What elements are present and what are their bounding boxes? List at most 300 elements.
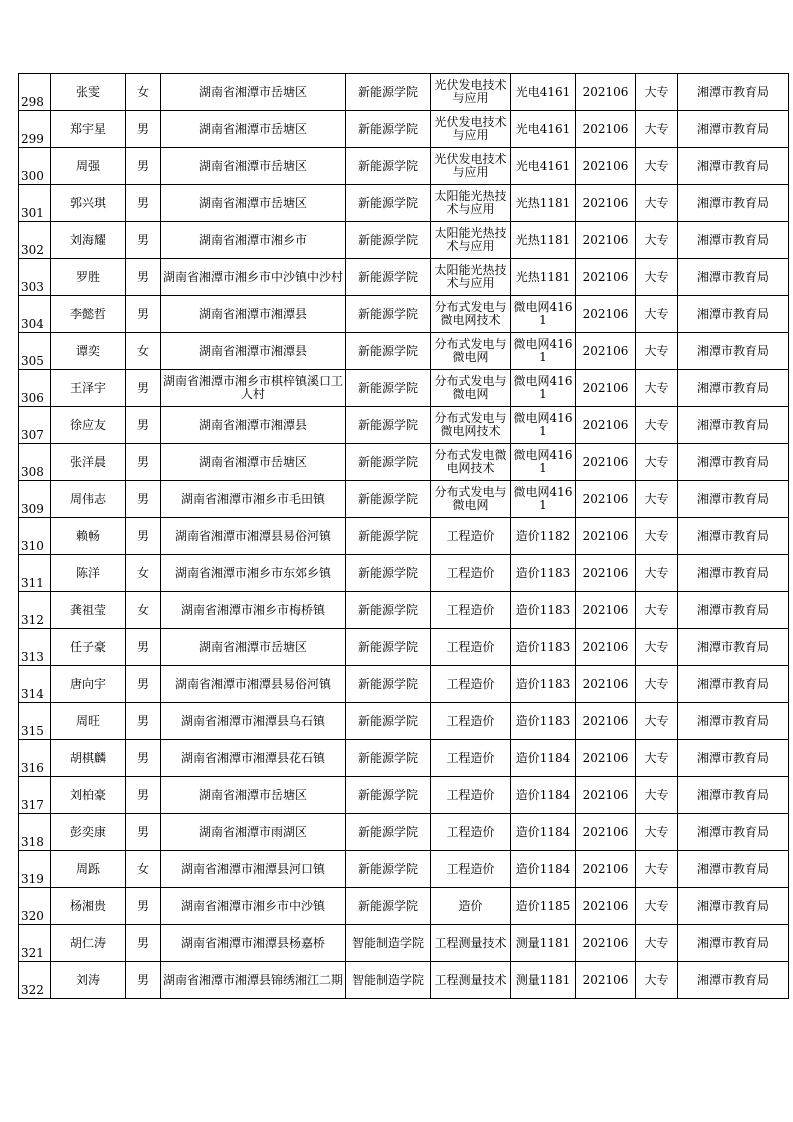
class-text: 测量1181 <box>515 935 571 950</box>
address-cell <box>161 888 346 925</box>
table-row <box>19 481 789 518</box>
unit-cell: 湘潭市教育局 <box>678 148 789 185</box>
gender-cell: 男 <box>126 629 161 666</box>
class-text: 微电网4161 <box>513 485 573 512</box>
table-row <box>19 111 789 148</box>
major-cell <box>431 296 511 333</box>
row-number-cell: 303 <box>19 259 51 296</box>
class-text: 微电网4161 <box>513 411 573 438</box>
class-text: 光电4161 <box>515 158 571 173</box>
row-number-cell: 319 <box>19 851 51 888</box>
name-cell: 龚祖莹 <box>51 592 126 629</box>
name-cell: 任子豪 <box>51 629 126 666</box>
college-cell: 新能源学院 <box>346 222 431 259</box>
major-cell <box>431 333 511 370</box>
major-text: 光伏发电技术与应用 <box>434 78 507 105</box>
unit-cell: 湘潭市教育局 <box>678 74 789 111</box>
address-cell <box>161 592 346 629</box>
row-number-cell: 315 <box>19 703 51 740</box>
gender-cell: 男 <box>126 444 161 481</box>
address-cell <box>161 370 346 407</box>
table-row <box>19 851 789 888</box>
class-text: 造价1184 <box>515 787 571 802</box>
class-text: 微电网4161 <box>513 337 573 364</box>
education-level-cell: 大专 <box>636 111 678 148</box>
education-level-cell: 大专 <box>636 148 678 185</box>
name-cell: 李懿哲 <box>51 296 126 333</box>
unit-cell: 湘潭市教育局 <box>678 518 789 555</box>
unit-cell: 湘潭市教育局 <box>678 592 789 629</box>
major-cell <box>431 666 511 703</box>
education-level-cell: 大专 <box>636 962 678 999</box>
major-text: 工程测量技术 <box>434 935 507 950</box>
unit-cell: 湘潭市教育局 <box>678 259 789 296</box>
address-cell <box>161 259 346 296</box>
unit-cell: 湘潭市教育局 <box>678 481 789 518</box>
major-text: 工程造价 <box>446 824 495 839</box>
class-cell <box>511 703 576 740</box>
unit-cell: 湘潭市教育局 <box>678 925 789 962</box>
college-cell: 新能源学院 <box>346 629 431 666</box>
gender-cell: 男 <box>126 222 161 259</box>
college-cell: 新能源学院 <box>346 592 431 629</box>
address-cell <box>161 222 346 259</box>
class-cell <box>511 222 576 259</box>
name-cell: 刘海耀 <box>51 222 126 259</box>
major-text: 工程测量技术 <box>434 972 507 987</box>
unit-cell: 湘潭市教育局 <box>678 111 789 148</box>
unit-cell: 湘潭市教育局 <box>678 962 789 999</box>
college-cell: 新能源学院 <box>346 666 431 703</box>
college-cell: 新能源学院 <box>346 555 431 592</box>
major-cell <box>431 925 511 962</box>
name-cell: 徐应友 <box>51 407 126 444</box>
unit-cell: 湘潭市教育局 <box>678 333 789 370</box>
education-level-cell: 大专 <box>636 740 678 777</box>
class-text: 造价1184 <box>515 824 571 839</box>
unit-cell: 湘潭市教育局 <box>678 814 789 851</box>
row-number-cell: 308 <box>19 444 51 481</box>
education-level-cell: 大专 <box>636 703 678 740</box>
class-text: 测量1181 <box>515 972 571 987</box>
education-level-cell: 大专 <box>636 444 678 481</box>
row-number-cell: 302 <box>19 222 51 259</box>
college-cell: 新能源学院 <box>346 148 431 185</box>
major-text: 工程造价 <box>446 676 495 691</box>
gender-cell: 男 <box>126 370 161 407</box>
row-number-cell: 312 <box>19 592 51 629</box>
unit-cell: 湘潭市教育局 <box>678 296 789 333</box>
address-cell <box>161 444 346 481</box>
row-number-cell: 299 <box>19 111 51 148</box>
address-cell <box>161 703 346 740</box>
table-body <box>19 74 789 999</box>
name-cell: 杨湘贵 <box>51 888 126 925</box>
college-cell: 新能源学院 <box>346 333 431 370</box>
gender-cell: 男 <box>126 407 161 444</box>
class-text: 造价1185 <box>515 898 571 913</box>
row-number-cell: 304 <box>19 296 51 333</box>
college-cell: 新能源学院 <box>346 259 431 296</box>
address-text: 湖南省湘潭市湘潭县 <box>198 343 307 358</box>
table-row <box>19 888 789 925</box>
graduation-date-cell: 202106 <box>576 481 636 518</box>
gender-cell: 女 <box>126 592 161 629</box>
unit-cell: 湘潭市教育局 <box>678 740 789 777</box>
education-level-cell: 大专 <box>636 259 678 296</box>
table-row <box>19 962 789 999</box>
table-row <box>19 185 789 222</box>
major-text: 工程造价 <box>446 639 495 654</box>
table-row <box>19 407 789 444</box>
address-text: 湖南省湘潭市湘乡市 <box>198 232 307 247</box>
class-cell <box>511 259 576 296</box>
major-text: 分布式发电与微电网 <box>434 337 507 364</box>
gender-cell: 男 <box>126 259 161 296</box>
graduation-date-cell: 202106 <box>576 666 636 703</box>
address-cell <box>161 814 346 851</box>
college-cell: 新能源学院 <box>346 296 431 333</box>
gender-cell: 男 <box>126 518 161 555</box>
college-cell: 新能源学院 <box>346 888 431 925</box>
graduation-date-cell: 202106 <box>576 555 636 592</box>
major-cell <box>431 74 511 111</box>
graduation-date-cell: 202106 <box>576 444 636 481</box>
gender-cell: 男 <box>126 148 161 185</box>
education-level-cell: 大专 <box>636 296 678 333</box>
major-cell <box>431 740 511 777</box>
education-level-cell: 大专 <box>636 74 678 111</box>
major-text: 太阳能光热技术与应用 <box>434 226 507 253</box>
table-row <box>19 925 789 962</box>
name-cell: 胡棋麟 <box>51 740 126 777</box>
graduation-date-cell: 202106 <box>576 222 636 259</box>
major-cell <box>431 962 511 999</box>
education-level-cell: 大专 <box>636 518 678 555</box>
major-cell <box>431 185 511 222</box>
graduation-date-cell: 202106 <box>576 740 636 777</box>
graduation-date-cell: 202106 <box>576 925 636 962</box>
college-cell: 新能源学院 <box>346 740 431 777</box>
table-row <box>19 740 789 777</box>
major-cell <box>431 777 511 814</box>
class-cell <box>511 777 576 814</box>
college-cell: 新能源学院 <box>346 777 431 814</box>
major-cell <box>431 555 511 592</box>
class-text: 光热1181 <box>515 195 571 210</box>
major-text: 光伏发电技术与应用 <box>434 115 507 142</box>
class-cell <box>511 962 576 999</box>
education-level-cell: 大专 <box>636 925 678 962</box>
major-cell <box>431 370 511 407</box>
education-level-cell: 大专 <box>636 888 678 925</box>
class-text: 造价1183 <box>515 639 571 654</box>
class-cell <box>511 592 576 629</box>
table-row <box>19 592 789 629</box>
major-cell <box>431 888 511 925</box>
class-text: 光电4161 <box>515 84 571 99</box>
name-cell: 彭奕康 <box>51 814 126 851</box>
major-text: 工程造价 <box>446 750 495 765</box>
graduation-date-cell: 202106 <box>576 629 636 666</box>
graduation-date-cell: 202106 <box>576 370 636 407</box>
table-row <box>19 333 789 370</box>
unit-cell: 湘潭市教育局 <box>678 185 789 222</box>
unit-cell: 湘潭市教育局 <box>678 777 789 814</box>
table-row <box>19 629 789 666</box>
address-text: 湖南省湘潭市岳塘区 <box>198 158 307 173</box>
address-text: 湖南省湘潭市湘潭县 <box>198 417 307 432</box>
major-cell <box>431 592 511 629</box>
major-text: 工程造价 <box>446 713 495 728</box>
class-text: 微电网4161 <box>513 374 573 401</box>
graduation-date-cell: 202106 <box>576 259 636 296</box>
gender-cell: 男 <box>126 111 161 148</box>
address-text: 湖南省湘潭市湘潭县花石镇 <box>180 750 325 765</box>
address-text: 湖南省湘潭市岳塘区 <box>198 787 307 802</box>
class-text: 光电4161 <box>515 121 571 136</box>
gender-cell: 男 <box>126 962 161 999</box>
address-cell <box>161 629 346 666</box>
class-cell <box>511 185 576 222</box>
row-number-cell: 314 <box>19 666 51 703</box>
major-text: 光伏发电技术与应用 <box>434 152 507 179</box>
graduation-date-cell: 202106 <box>576 703 636 740</box>
name-cell: 张洋晨 <box>51 444 126 481</box>
address-text: 湖南省湘潭市湘潭县易俗河镇 <box>174 528 331 543</box>
address-text: 湖南省湘潭市岳塘区 <box>198 454 307 469</box>
address-text: 湖南省湘潭市湘潭县乌石镇 <box>180 713 325 728</box>
college-cell: 新能源学院 <box>346 111 431 148</box>
class-text: 造价1183 <box>515 602 571 617</box>
name-cell: 唐向宇 <box>51 666 126 703</box>
class-text: 造价1183 <box>515 676 571 691</box>
major-text: 分布式发电与微电网技术 <box>434 300 507 327</box>
unit-cell: 湘潭市教育局 <box>678 222 789 259</box>
name-cell: 周旺 <box>51 703 126 740</box>
address-text: 湖南省湘潭市岳塘区 <box>198 195 307 210</box>
education-level-cell: 大专 <box>636 777 678 814</box>
address-text: 湖南省湘潭市岳塘区 <box>198 121 307 136</box>
name-cell: 刘涛 <box>51 962 126 999</box>
education-level-cell: 大专 <box>636 666 678 703</box>
name-cell: 罗胜 <box>51 259 126 296</box>
address-cell <box>161 555 346 592</box>
address-cell <box>161 407 346 444</box>
college-cell: 新能源学院 <box>346 851 431 888</box>
education-level-cell: 大专 <box>636 185 678 222</box>
major-cell <box>431 148 511 185</box>
name-cell: 周强 <box>51 148 126 185</box>
gender-cell: 男 <box>126 740 161 777</box>
graduation-date-cell: 202106 <box>576 74 636 111</box>
name-cell: 周跞 <box>51 851 126 888</box>
major-text: 工程造价 <box>446 565 495 580</box>
address-text: 湖南省湘潭市湘潭县 <box>198 306 307 321</box>
college-cell: 智能制造学院 <box>346 962 431 999</box>
row-number-cell: 305 <box>19 333 51 370</box>
table-row <box>19 222 789 259</box>
row-number-cell: 309 <box>19 481 51 518</box>
gender-cell: 男 <box>126 296 161 333</box>
class-text: 造价1183 <box>515 565 571 580</box>
graduation-date-cell: 202106 <box>576 888 636 925</box>
class-cell <box>511 925 576 962</box>
graduation-date-cell: 202106 <box>576 518 636 555</box>
address-cell <box>161 296 346 333</box>
class-cell <box>511 333 576 370</box>
college-cell: 新能源学院 <box>346 703 431 740</box>
class-cell <box>511 481 576 518</box>
row-number-cell: 311 <box>19 555 51 592</box>
unit-cell: 湘潭市教育局 <box>678 629 789 666</box>
class-cell <box>511 814 576 851</box>
major-cell <box>431 259 511 296</box>
class-cell <box>511 74 576 111</box>
address-text: 湖南省湘潭市湘潭县河口镇 <box>180 861 325 876</box>
major-text: 太阳能光热技术与应用 <box>434 263 507 290</box>
class-cell <box>511 629 576 666</box>
major-cell <box>431 111 511 148</box>
row-number-cell: 313 <box>19 629 51 666</box>
name-cell: 胡仁涛 <box>51 925 126 962</box>
roster-table <box>18 73 789 999</box>
class-cell <box>511 370 576 407</box>
address-cell <box>161 185 346 222</box>
major-cell <box>431 703 511 740</box>
class-text: 造价1184 <box>515 861 571 876</box>
unit-cell: 湘潭市教育局 <box>678 370 789 407</box>
name-cell: 郑宇星 <box>51 111 126 148</box>
class-cell <box>511 851 576 888</box>
name-cell: 刘柏豪 <box>51 777 126 814</box>
major-text: 造价 <box>458 898 483 913</box>
table-row <box>19 74 789 111</box>
graduation-date-cell: 202106 <box>576 962 636 999</box>
address-text: 湖南省湘潭市湘潭县杨嘉桥 <box>180 935 325 950</box>
class-cell <box>511 407 576 444</box>
class-cell <box>511 518 576 555</box>
address-cell <box>161 777 346 814</box>
unit-cell: 湘潭市教育局 <box>678 444 789 481</box>
table-row <box>19 444 789 481</box>
graduation-date-cell: 202106 <box>576 407 636 444</box>
address-cell <box>161 148 346 185</box>
name-cell: 周伟志 <box>51 481 126 518</box>
class-cell <box>511 740 576 777</box>
education-level-cell: 大专 <box>636 555 678 592</box>
address-text: 湖南省湘潭市湘乡市毛田镇 <box>180 491 325 506</box>
row-number-cell: 307 <box>19 407 51 444</box>
row-number-cell: 298 <box>19 74 51 111</box>
table-row <box>19 777 789 814</box>
college-cell: 新能源学院 <box>346 444 431 481</box>
row-number-cell: 317 <box>19 777 51 814</box>
class-cell <box>511 555 576 592</box>
address-cell <box>161 74 346 111</box>
education-level-cell: 大专 <box>636 407 678 444</box>
address-cell <box>161 481 346 518</box>
table-row <box>19 518 789 555</box>
graduation-date-cell: 202106 <box>576 148 636 185</box>
class-text: 微电网4161 <box>513 448 573 475</box>
graduation-date-cell: 202106 <box>576 111 636 148</box>
name-cell: 谭奕 <box>51 333 126 370</box>
college-cell: 新能源学院 <box>346 518 431 555</box>
graduation-date-cell: 202106 <box>576 185 636 222</box>
class-cell <box>511 111 576 148</box>
name-cell: 陈洋 <box>51 555 126 592</box>
table-row <box>19 555 789 592</box>
class-text: 微电网4161 <box>513 300 573 327</box>
major-text: 工程造价 <box>446 602 495 617</box>
gender-cell: 女 <box>126 555 161 592</box>
row-number-cell: 310 <box>19 518 51 555</box>
address-text: 湖南省湘潭市雨湖区 <box>198 824 307 839</box>
unit-cell: 湘潭市教育局 <box>678 888 789 925</box>
education-level-cell: 大专 <box>636 851 678 888</box>
address-text: 湖南省湘潭市湘乡市中沙镇中沙村 <box>163 269 344 284</box>
graduation-date-cell: 202106 <box>576 814 636 851</box>
table-row <box>19 370 789 407</box>
row-number-cell: 306 <box>19 370 51 407</box>
address-cell <box>161 333 346 370</box>
address-text: 湖南省湘潭市湘乡市东郊乡镇 <box>174 565 331 580</box>
unit-cell: 湘潭市教育局 <box>678 407 789 444</box>
gender-cell: 男 <box>126 925 161 962</box>
gender-cell: 女 <box>126 333 161 370</box>
address-cell <box>161 851 346 888</box>
unit-cell: 湘潭市教育局 <box>678 703 789 740</box>
major-text: 分布式发电微电网技术 <box>434 448 507 475</box>
class-text: 造价1184 <box>515 750 571 765</box>
graduation-date-cell: 202106 <box>576 777 636 814</box>
address-text: 湖南省湘潭市湘潭县锦绣湘江二期 <box>163 972 344 987</box>
gender-cell: 男 <box>126 814 161 851</box>
education-level-cell: 大专 <box>636 814 678 851</box>
major-text: 工程造价 <box>446 861 495 876</box>
table-row <box>19 703 789 740</box>
education-level-cell: 大专 <box>636 333 678 370</box>
row-number-cell: 301 <box>19 185 51 222</box>
education-level-cell: 大专 <box>636 222 678 259</box>
graduation-date-cell: 202106 <box>576 592 636 629</box>
row-number-cell: 320 <box>19 888 51 925</box>
row-number-cell: 321 <box>19 925 51 962</box>
education-level-cell: 大专 <box>636 481 678 518</box>
address-text: 湖南省湘潭市岳塘区 <box>198 84 307 99</box>
major-text: 分布式发电与微电网 <box>434 485 507 512</box>
major-cell <box>431 444 511 481</box>
college-cell: 新能源学院 <box>346 407 431 444</box>
college-cell: 新能源学院 <box>346 74 431 111</box>
class-text: 造价1183 <box>515 713 571 728</box>
college-cell: 新能源学院 <box>346 370 431 407</box>
education-level-cell: 大专 <box>636 370 678 407</box>
name-cell: 郭兴琪 <box>51 185 126 222</box>
gender-cell: 女 <box>126 74 161 111</box>
name-cell: 张雯 <box>51 74 126 111</box>
unit-cell: 湘潭市教育局 <box>678 851 789 888</box>
major-cell <box>431 814 511 851</box>
gender-cell: 女 <box>126 851 161 888</box>
education-level-cell: 大专 <box>636 629 678 666</box>
address-text: 湖南省湘潭市岳塘区 <box>198 639 307 654</box>
class-cell <box>511 888 576 925</box>
name-cell: 王泽宇 <box>51 370 126 407</box>
address-text: 湖南省湘潭市湘乡市梅桥镇 <box>180 602 325 617</box>
major-text: 工程造价 <box>446 787 495 802</box>
